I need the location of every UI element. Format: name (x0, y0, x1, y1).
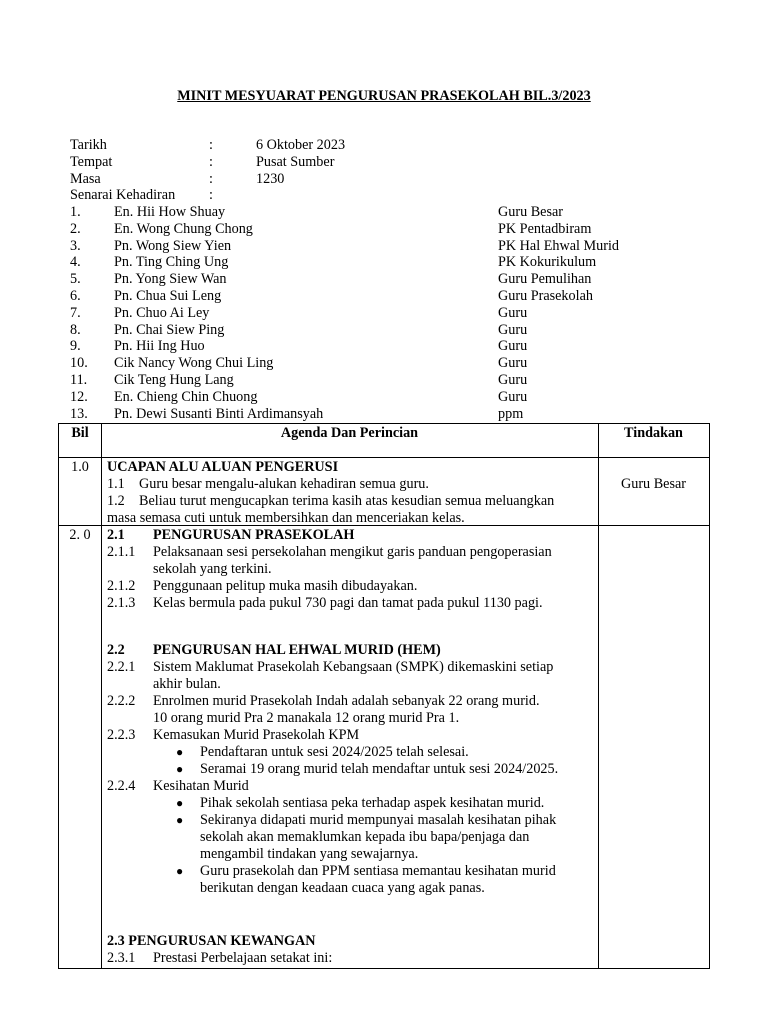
attendee-row (70, 305, 710, 322)
attendee-row (70, 271, 710, 288)
attendee-number: 3. (70, 237, 81, 254)
item-number: 2.2.2 (107, 693, 136, 709)
attendee-row (70, 372, 710, 389)
attendee-number: 6. (70, 287, 81, 304)
attendee-row (70, 221, 710, 238)
bullet-icon: ● (176, 813, 184, 827)
bullet-text: Pihak sekolah sentiasa peka terhadap aspek kesihatan murid. (200, 795, 545, 811)
attendee-row (70, 406, 710, 423)
info-colon: : (209, 170, 213, 187)
info-row-time (70, 171, 670, 188)
attendee-number: 11. (70, 371, 88, 388)
info-colon: : (209, 153, 213, 170)
item-text: Sistem Maklumat Prasekolah Kebangsaan (SMPK) dikemaskini setiap (153, 659, 554, 675)
attendee-number: 5. (70, 271, 81, 288)
bullet-text: mengambil tindakan yang sewajarnya. (200, 846, 419, 862)
attendee-name: En. Hii How Shuay (114, 204, 226, 220)
bullet-text: sekolah akan memaklumkan kepada ibu bapa/penjaga dan (200, 829, 530, 845)
item-number: 1.1 (107, 476, 125, 492)
attendee-name: Pn. Ting Ching Ung (114, 254, 229, 271)
bullet-text: Guru prasekolah dan PPM sentiasa memantau kesihatan murid (200, 863, 556, 879)
section-heading: UCAPAN ALU ALUAN PENGERUSI (107, 459, 339, 475)
attendee-name: En. Wong Chung Chong (114, 220, 253, 237)
item-text: Beliau turut mengucapkan terima kasih atas kesudian semua meluangkan (139, 493, 555, 509)
info-colon: : (209, 187, 213, 204)
attendee-number: 9. (70, 338, 81, 355)
subsection-title: PENGURUSAN PRASEKOLAH (153, 527, 355, 543)
info-colon: : (209, 137, 213, 153)
info-value: 1230 (256, 170, 285, 187)
subsection-number: 2.1 (107, 527, 125, 543)
attendee-role: Guru Prasekolah (498, 287, 593, 304)
item-text: Enrolmen murid Prasekolah Indah adalah sebanyak 22 orang murid. (153, 693, 540, 709)
attendee-number: 10. (70, 355, 88, 372)
attendee-name: Pn. Yong Siew Wan (114, 271, 227, 288)
item-number: 2.2.1 (107, 659, 136, 675)
tindakan-value: Guru Besar (620, 476, 686, 492)
bullet-text: Sekiranya didapati murid mempunyai masalah kesihatan pihak (200, 812, 557, 828)
attendee-role: Guru (498, 388, 528, 405)
item-number: 2.3.1 (107, 950, 136, 966)
item-number: 2.1.3 (107, 595, 136, 611)
item-text: Penggunaan pelitup muka masih dibudayakan. (153, 578, 418, 594)
attendee-row (70, 322, 710, 339)
subsection-number: 2.2 (107, 642, 125, 658)
attendee-role: PK Pentadbiram (498, 220, 592, 237)
info-label: Senarai Kehadiran (70, 187, 176, 204)
attendee-list (70, 204, 710, 422)
attendee-number: 12. (70, 388, 88, 405)
subsection-title: 2.3 PENGURUSAN KEWANGAN (107, 933, 316, 949)
attendee-number: 1. (70, 204, 81, 220)
info-row-place (70, 154, 670, 171)
bullet-text: berikutan dengan keadaan cuaca yang agak panas. (200, 880, 485, 896)
section-number: 2. 0 (69, 527, 91, 543)
attendee-name: Pn. Wong Siew Yien (114, 237, 232, 254)
header-divider (59, 457, 709, 458)
attendee-name: Pn. Chai Siew Ping (114, 321, 225, 338)
attendee-number: 13. (70, 405, 88, 422)
attendee-row (70, 338, 710, 355)
row-divider (59, 525, 101, 526)
item-text: akhir bulan. (153, 676, 221, 692)
attendee-role: PK Kokurikulum (498, 254, 597, 271)
header-tindakan: Tindakan (624, 425, 683, 441)
attendee-role: Guru (498, 304, 528, 321)
item-number: 2.2.3 (107, 727, 136, 743)
attendee-role: Guru (498, 371, 528, 388)
attendee-number: 2. (70, 220, 81, 237)
attendee-name: Pn. Hii Ing Huo (114, 338, 205, 355)
attendee-role: ppm (498, 405, 524, 422)
attendee-name: Pn. Chuo Ai Ley (114, 304, 210, 321)
attendee-role: Guru (498, 355, 528, 372)
item-text: Kemasukan Murid Prasekolah KPM (153, 727, 360, 743)
section-number: 1.0 (71, 459, 89, 475)
item-number: 2.2.4 (107, 778, 136, 794)
attendee-name: Cik Nancy Wong Chui Ling (114, 355, 274, 372)
item-number: 1.2 (107, 493, 125, 509)
document-title: MINIT MESYUARAT PENGURUSAN PRASEKOLAH BIL.3/2023 (177, 88, 591, 104)
item-text: sekolah yang terkini. (153, 561, 272, 577)
info-row-date (70, 137, 670, 154)
bullet-text: Pendaftaran untuk sesi 2024/2025 telah selesai. (200, 744, 469, 760)
item-text: Kesihatan Murid (153, 778, 249, 794)
info-value: 6 Oktober 2023 (256, 137, 346, 153)
attendee-row (70, 204, 710, 221)
attendee-row (70, 389, 710, 406)
attendee-role: Guru Pemulihan (498, 271, 592, 288)
attendee-role: Guru Besar (498, 204, 564, 220)
agenda-table (58, 423, 710, 969)
attendee-role: PK Hal Ehwal Murid (498, 237, 619, 254)
item-text: 10 orang murid Pra 2 manakala 12 orang murid Pra 1. (153, 710, 460, 726)
meeting-info (70, 137, 670, 204)
attendee-number: 7. (70, 304, 81, 321)
item-text: masa semasa cuti untuk membersihkan dan menceriakan kelas. (107, 510, 465, 526)
info-label: Tempat (70, 153, 113, 170)
attendee-row (70, 288, 710, 305)
attendee-name: En. Chieng Chin Chuong (114, 388, 258, 405)
item-text: Guru besar mengalu-alukan kehadiran semua guru. (139, 476, 429, 492)
attendee-role: Guru (498, 338, 528, 355)
subsection-title: PENGURUSAN HAL EHWAL MURID (HEM) (153, 642, 441, 658)
item-text: Kelas bermula pada pukul 730 pagi dan tamat pada pukul 1130 pagi. (153, 595, 543, 611)
info-label: Masa (70, 170, 101, 187)
bullet-icon: ● (176, 745, 184, 759)
bullet-icon: ● (176, 864, 184, 878)
attendee-role: Guru (498, 321, 528, 338)
item-text: Prestasi Perbelajaan setakat ini: (153, 950, 333, 966)
attendee-row (70, 238, 710, 255)
bullet-text: Seramai 19 orang murid telah mendaftar untuk sesi 2024/2025. (200, 761, 559, 777)
attendee-row (70, 254, 710, 271)
header-agenda: Agenda Dan Perincian (280, 425, 419, 441)
info-row-attendance (70, 187, 670, 204)
item-number: 2.1.2 (107, 578, 136, 594)
item-number: 2.1.1 (107, 544, 136, 560)
attendee-row (70, 355, 710, 372)
header-bil: Bil (71, 425, 89, 441)
bullet-icon: ● (176, 796, 184, 810)
attendee-name: Cik Teng Hung Lang (114, 371, 234, 388)
info-label: Tarikh (70, 137, 107, 153)
attendee-number: 8. (70, 321, 81, 338)
column-divider (598, 424, 599, 968)
attendee-name: Pn. Dewi Susanti Binti Ardimansyah (114, 405, 324, 422)
column-divider (101, 424, 102, 968)
attendee-number: 4. (70, 254, 81, 271)
bullet-icon: ● (176, 762, 184, 776)
info-value: Pusat Sumber (256, 153, 335, 170)
attendee-name: Pn. Chua Sui Leng (114, 287, 222, 304)
item-text: Pelaksanaan sesi persekolahan mengikut garis panduan pengoperasian (153, 544, 552, 560)
